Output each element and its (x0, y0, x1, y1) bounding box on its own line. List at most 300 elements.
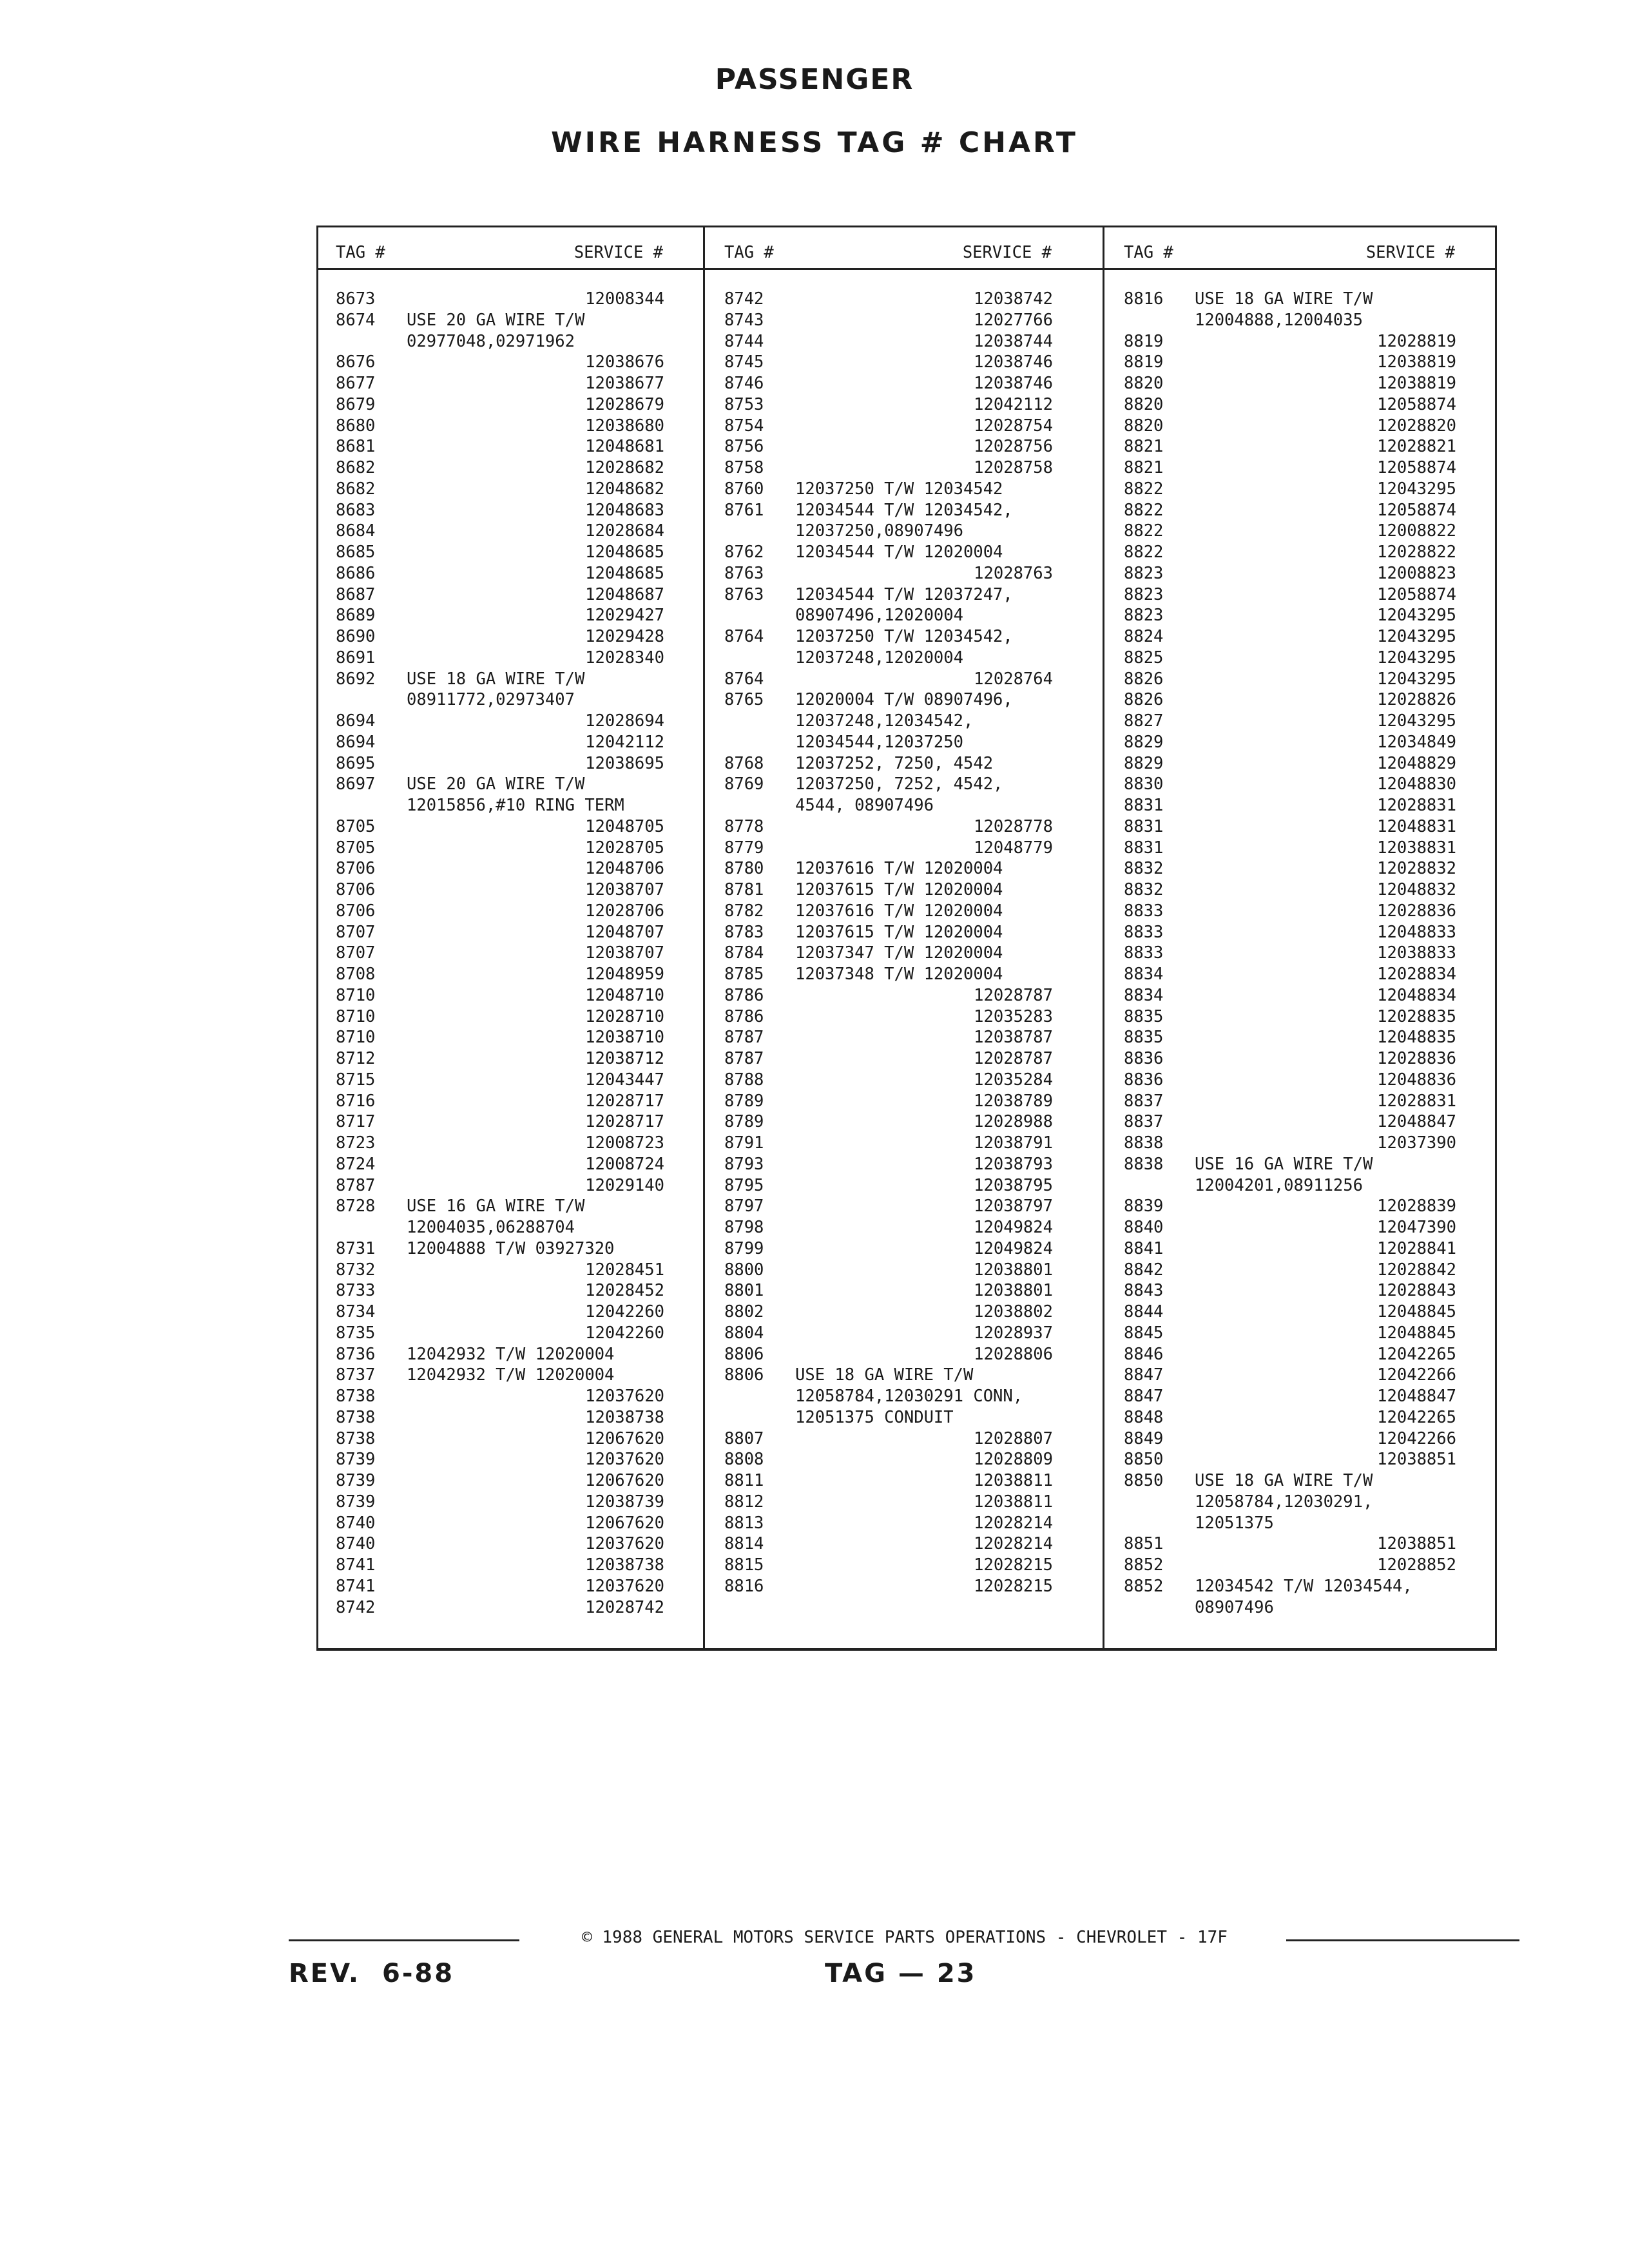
tag-number: 8848 (1124, 1407, 1164, 1427)
service-number: 12038742 (974, 289, 1053, 309)
table-row (1104, 1154, 1495, 1175)
tag-number: 8806 (724, 1344, 764, 1364)
tag-number: 8738 (336, 1407, 376, 1427)
table-row (316, 901, 703, 922)
tag-number: 8706 (336, 880, 376, 899)
table-row (316, 479, 703, 500)
column-header (316, 237, 703, 268)
table-row (1104, 1196, 1495, 1217)
service-number: 12038795 (974, 1175, 1053, 1195)
service-number: 12038680 (585, 416, 664, 436)
tag-number: 8691 (336, 648, 376, 668)
service-note: 12037615 T/W 12020004 (795, 880, 1003, 899)
service-number: 12038787 (974, 1028, 1053, 1048)
tag-header: TAG # (336, 243, 385, 262)
table-row (705, 289, 1092, 310)
table-row (705, 373, 1092, 394)
service-number: 12048830 (1377, 774, 1456, 794)
table-row (1104, 1302, 1495, 1323)
tag-number: 8685 (336, 543, 376, 562)
service-number: 12028841 (1377, 1238, 1456, 1258)
tag-number: 8808 (724, 1450, 764, 1470)
tag-number: 8839 (1124, 1196, 1164, 1216)
service-number: 12058874 (1377, 584, 1456, 604)
tag-number: 8769 (724, 774, 764, 794)
table-row (316, 542, 703, 563)
table-row (705, 1175, 1092, 1196)
table-row (1104, 1006, 1495, 1028)
service-number: 12048847 (1377, 1387, 1456, 1406)
service-number: 12042112 (585, 732, 664, 752)
tag-number: 8686 (336, 563, 376, 583)
service-number: 12029428 (585, 627, 664, 646)
table-top-rule (316, 226, 1497, 227)
table-row (316, 1111, 703, 1133)
service-number: 12008823 (1377, 563, 1456, 583)
tag-number: 8681 (336, 437, 376, 457)
table-row (705, 943, 1092, 964)
service-note: 12037616 T/W 12020004 (795, 901, 1003, 921)
tag-number: 8838 (1124, 1133, 1164, 1153)
tag-number: 8801 (724, 1281, 764, 1301)
service-note: 12037250 T/W 12034542 (795, 479, 1003, 499)
service-number: 12008724 (585, 1154, 664, 1174)
table-row (316, 669, 703, 690)
tag-number: 8826 (1124, 690, 1164, 710)
table-row (1104, 1070, 1495, 1091)
tag-number: 8819 (1124, 352, 1164, 372)
service-number: 12038802 (974, 1302, 1053, 1321)
table-row (705, 1576, 1092, 1597)
service-header: SERVICE # (962, 243, 1052, 262)
tag-number: 8706 (336, 901, 376, 921)
tag-number: 8732 (336, 1260, 376, 1280)
tag-number: 8845 (1124, 1323, 1164, 1343)
tag-number: 8814 (724, 1534, 764, 1554)
service-number: 12028822 (1377, 543, 1456, 562)
tag-number: 8740 (336, 1534, 376, 1554)
service-number: 12042265 (1377, 1407, 1456, 1427)
table-row (705, 964, 1092, 985)
service-number: 12008723 (585, 1133, 664, 1153)
table-row (705, 1470, 1092, 1492)
service-number: 12037620 (585, 1387, 664, 1406)
tag-number: 8694 (336, 732, 376, 752)
service-number: 12043295 (1377, 627, 1456, 646)
service-number: 12028843 (1377, 1281, 1456, 1301)
table-row (316, 689, 703, 711)
tag-number: 8795 (724, 1175, 764, 1195)
service-note: 12004035,06288704 (407, 1218, 575, 1237)
service-number: 12058874 (1377, 500, 1456, 520)
tag-number: 8786 (724, 985, 764, 1005)
tag-number: 8706 (336, 859, 376, 879)
tag-number: 8710 (336, 1006, 376, 1026)
table-row (316, 1175, 703, 1196)
tag-number: 8837 (1124, 1112, 1164, 1132)
footer-rule-right (1286, 1939, 1519, 1941)
header-rule (1104, 268, 1495, 270)
tag-number: 8761 (724, 500, 764, 520)
table-row (316, 563, 703, 584)
table-row (316, 457, 703, 479)
tag-number: 8829 (1124, 753, 1164, 773)
service-note: 12037250,08907496 (795, 521, 963, 541)
table-row (1104, 626, 1495, 648)
service-number: 12038801 (974, 1260, 1053, 1280)
tag-number: 8738 (336, 1428, 376, 1448)
service-number: 12028706 (585, 901, 664, 921)
tag-number: 8763 (724, 563, 764, 583)
table-row (1104, 1175, 1495, 1196)
tag-number: 8763 (724, 584, 764, 604)
service-number: 12028717 (585, 1091, 664, 1111)
service-note: USE 20 GA WIRE T/W (407, 310, 585, 330)
tag-number: 8850 (1124, 1471, 1164, 1490)
table-row (316, 943, 703, 964)
service-number: 12028806 (974, 1344, 1053, 1364)
service-number: 12038811 (974, 1492, 1053, 1512)
service-note: 12034542 T/W 12034544, (1195, 1576, 1412, 1596)
tag-number: 8697 (336, 774, 376, 794)
table-row (316, 416, 703, 437)
table-row (316, 1513, 703, 1534)
service-number: 12042266 (1377, 1365, 1456, 1385)
table-row (705, 1302, 1092, 1323)
service-note: 08907496 (1195, 1597, 1274, 1617)
service-number: 12028679 (585, 394, 664, 414)
tag-number: 8741 (336, 1576, 376, 1596)
service-number: 12058874 (1377, 394, 1456, 414)
tag-number: 8836 (1124, 1070, 1164, 1090)
table-row (1104, 1428, 1495, 1450)
revision-label (289, 1959, 454, 1988)
table-column-1 (316, 237, 703, 1617)
service-number: 12038797 (974, 1196, 1053, 1216)
service-number: 12043295 (1377, 479, 1456, 499)
tag-number: 8821 (1124, 458, 1164, 477)
table-row (316, 1217, 703, 1238)
service-number: 12043295 (1377, 648, 1456, 668)
service-note: USE 18 GA WIRE T/W (1195, 289, 1373, 309)
table-row (705, 1344, 1092, 1365)
table-row (316, 352, 703, 373)
service-number: 12028215 (974, 1555, 1053, 1575)
tag-number: 8731 (336, 1238, 376, 1258)
tag-number: 8724 (336, 1154, 376, 1174)
service-number: 12048835 (1377, 1028, 1456, 1048)
tag-number: 8820 (1124, 374, 1164, 393)
service-number: 12048706 (585, 859, 664, 879)
tag-number: 8820 (1124, 394, 1164, 414)
table-row (1104, 1407, 1495, 1428)
tag-number: 8712 (336, 1049, 376, 1068)
table-row (1104, 669, 1495, 690)
tag-number: 8840 (1124, 1218, 1164, 1237)
service-note: 12004201,08911256 (1195, 1175, 1363, 1195)
table-row (316, 373, 703, 394)
service-number: 12028826 (1377, 690, 1456, 710)
service-number: 12008822 (1377, 521, 1456, 541)
table-row (316, 1428, 703, 1450)
table-row (705, 1386, 1092, 1407)
service-number: 12042265 (1377, 1344, 1456, 1364)
service-number: 12037620 (585, 1534, 664, 1554)
tag-number: 8785 (724, 965, 764, 984)
table-row (705, 774, 1092, 795)
table-row (1104, 416, 1495, 437)
service-number: 12038738 (585, 1555, 664, 1575)
table-row (316, 1533, 703, 1555)
table-row (316, 1323, 703, 1344)
tag-number: 8849 (1124, 1428, 1164, 1448)
table-row (316, 436, 703, 457)
table-row (316, 1280, 703, 1302)
tag-number: 8739 (336, 1492, 376, 1512)
service-number: 12038695 (585, 753, 664, 773)
tag-number: 8791 (724, 1133, 764, 1153)
table-row (316, 1154, 703, 1175)
table-row (1104, 310, 1495, 331)
header-rule (316, 268, 703, 270)
tag-number: 8673 (336, 289, 376, 309)
service-number: 12028821 (1377, 437, 1456, 457)
service-number: 12028717 (585, 1112, 664, 1132)
service-number: 12043447 (585, 1070, 664, 1090)
table-row (705, 584, 1092, 606)
tag-number: 8802 (724, 1302, 764, 1321)
tag-number: 8831 (1124, 838, 1164, 858)
tag-number: 8833 (1124, 901, 1164, 921)
tag-number: 8823 (1124, 606, 1164, 626)
service-number: 12043295 (1377, 669, 1456, 689)
tag-number: 8677 (336, 374, 376, 393)
service-number: 12028831 (1377, 796, 1456, 815)
table-row (705, 436, 1092, 457)
tag-number: 8793 (724, 1154, 764, 1174)
table-row (316, 1407, 703, 1428)
tag-number: 8822 (1124, 479, 1164, 499)
table-row (705, 1260, 1092, 1281)
service-number: 12028809 (974, 1450, 1053, 1470)
service-number: 12048710 (585, 985, 664, 1005)
service-number: 12042260 (585, 1323, 664, 1343)
service-number: 12048834 (1377, 985, 1456, 1005)
service-note: 12037348 T/W 12020004 (795, 965, 1003, 984)
service-number: 12048685 (585, 543, 664, 562)
table-row (1104, 584, 1495, 606)
table-row (316, 310, 703, 331)
tag-number: 8733 (336, 1281, 376, 1301)
table-row (316, 1365, 703, 1386)
table-row (705, 457, 1092, 479)
service-note: 12042932 T/W 12020004 (407, 1365, 615, 1385)
tag-number: 8832 (1124, 859, 1164, 879)
service-number: 12028754 (974, 416, 1053, 436)
service-number: 12048682 (585, 479, 664, 499)
service-note: 12037615 T/W 12020004 (795, 922, 1003, 942)
service-note: 12034544 T/W 12037247, (795, 584, 1013, 604)
table-row (1104, 1449, 1495, 1470)
table-row (1104, 1027, 1495, 1048)
tag-number: 8789 (724, 1112, 764, 1132)
table-row (1104, 436, 1495, 457)
table-row (316, 584, 703, 606)
service-note: USE 16 GA WIRE T/W (407, 1196, 585, 1216)
tag-number: 8850 (1124, 1450, 1164, 1470)
tag-number: 8831 (1124, 796, 1164, 815)
table-column-2 (705, 237, 1092, 1596)
service-number: 12038712 (585, 1049, 664, 1068)
table-row (705, 795, 1092, 816)
table-row (705, 816, 1092, 838)
table-row (705, 838, 1092, 859)
service-number: 12008344 (585, 289, 664, 309)
tag-number: 8821 (1124, 437, 1164, 457)
tag-number: 8786 (724, 1006, 764, 1026)
service-number: 12048681 (585, 437, 664, 457)
service-note: USE 18 GA WIRE T/W (407, 669, 585, 689)
table-row (1104, 922, 1495, 943)
header-rule (705, 268, 1103, 270)
table-row (1104, 1238, 1495, 1260)
service-number: 12038789 (974, 1091, 1053, 1111)
tag-number: 8735 (336, 1323, 376, 1343)
table-row (316, 1196, 703, 1217)
service-number: 12028682 (585, 458, 664, 477)
service-note: USE 18 GA WIRE T/W (795, 1365, 974, 1385)
service-number: 12048687 (585, 584, 664, 604)
table-row (316, 816, 703, 838)
tag-number: 8819 (1124, 331, 1164, 351)
service-number: 12048831 (1377, 816, 1456, 836)
tag-number: 8674 (336, 310, 376, 330)
table-row (316, 753, 703, 774)
service-note: 4544, 08907496 (795, 796, 934, 815)
service-number: 12048845 (1377, 1302, 1456, 1321)
table-row (316, 1133, 703, 1154)
table-row (705, 1027, 1092, 1048)
table-row (705, 331, 1092, 352)
service-note: 12042932 T/W 12020004 (407, 1344, 615, 1364)
service-number: 12028852 (1377, 1555, 1456, 1575)
tag-number: 8760 (724, 479, 764, 499)
tag-number: 8740 (336, 1513, 376, 1533)
tag-number: 8787 (336, 1175, 376, 1195)
table-row (705, 1217, 1092, 1238)
table-row (1104, 901, 1495, 922)
service-number: 12038833 (1377, 943, 1456, 963)
tag-number: 8807 (724, 1428, 764, 1448)
service-number: 12038819 (1377, 374, 1456, 393)
tag-number: 8710 (336, 1028, 376, 1048)
tag-number: 8799 (724, 1238, 764, 1258)
service-number: 12028340 (585, 648, 664, 668)
service-number: 12042112 (974, 394, 1053, 414)
service-number: 12028787 (974, 1049, 1053, 1068)
table-row (1104, 1217, 1495, 1238)
service-note: 12037250, 7252, 4542, (795, 774, 1003, 794)
table-row (705, 1091, 1092, 1112)
column-header (1104, 237, 1495, 268)
service-note: 12020004 T/W 08907496, (795, 690, 1013, 710)
tag-number: 8837 (1124, 1091, 1164, 1111)
tag-number: 8822 (1124, 500, 1164, 520)
table-row (316, 774, 703, 795)
service-number: 12028705 (585, 838, 664, 858)
table-row (316, 964, 703, 985)
tag-number: 8789 (724, 1091, 764, 1111)
service-number: 12048845 (1377, 1323, 1456, 1343)
tag-number: 8690 (336, 627, 376, 646)
service-number: 12028831 (1377, 1091, 1456, 1111)
tag-number: 8753 (724, 394, 764, 414)
table-row (316, 1597, 703, 1619)
tag-number: 8788 (724, 1070, 764, 1090)
service-number: 12035283 (974, 1006, 1053, 1026)
table-row (705, 563, 1092, 584)
service-number: 12038819 (1377, 352, 1456, 372)
service-number: 12028451 (585, 1260, 664, 1280)
tag-number: 8764 (724, 627, 764, 646)
table-column-3 (1104, 237, 1495, 1617)
service-number: 12028778 (974, 816, 1053, 836)
table-row (316, 1027, 703, 1048)
service-number: 12038791 (974, 1133, 1053, 1153)
tag-number: 8737 (336, 1365, 376, 1385)
tag-number: 8738 (336, 1387, 376, 1406)
table-row (705, 1280, 1092, 1302)
tag-number: 8830 (1124, 774, 1164, 794)
table-row (705, 1111, 1092, 1133)
service-number: 12058874 (1377, 458, 1456, 477)
tag-header: TAG # (1124, 243, 1173, 262)
service-note: 12058784,12030291 CONN, (795, 1387, 1023, 1406)
tag-number: 8687 (336, 584, 376, 604)
table-row (1104, 1365, 1495, 1386)
tag-number: 8780 (724, 859, 764, 879)
service-number: 12048705 (585, 816, 664, 836)
service-number: 12038851 (1377, 1450, 1456, 1470)
table-right-rule (1495, 226, 1497, 1651)
tag-chart-table (316, 226, 1497, 1651)
service-note: 12051375 (1195, 1513, 1274, 1533)
service-header: SERVICE # (1365, 243, 1455, 262)
service-number: 12043295 (1377, 711, 1456, 731)
table-row (1104, 1597, 1495, 1619)
service-number: 12048959 (585, 965, 664, 984)
tag-number: 8782 (724, 901, 764, 921)
table-row (316, 1492, 703, 1513)
tag-number: 8742 (724, 289, 764, 309)
tag-number: 8734 (336, 1302, 376, 1321)
table-row (316, 289, 703, 310)
tag-number: 8754 (724, 416, 764, 436)
tag-number: 8783 (724, 922, 764, 942)
tag-number: 8829 (1124, 732, 1164, 752)
copyright-line: © 1988 GENERAL MOTORS SERVICE PARTS OPERATIONS - CHEVROLET - 17F (582, 1928, 1228, 1947)
tag-number: 8834 (1124, 985, 1164, 1005)
table-row (1104, 1260, 1495, 1281)
tag-number: 8841 (1124, 1238, 1164, 1258)
service-number: 12028758 (974, 458, 1053, 477)
service-note: USE 20 GA WIRE T/W (407, 774, 585, 794)
service-number: 12034849 (1377, 732, 1456, 752)
tag-header: TAG # (724, 243, 774, 262)
table-row (316, 795, 703, 816)
table-row (1104, 1048, 1495, 1070)
table-row (316, 711, 703, 732)
